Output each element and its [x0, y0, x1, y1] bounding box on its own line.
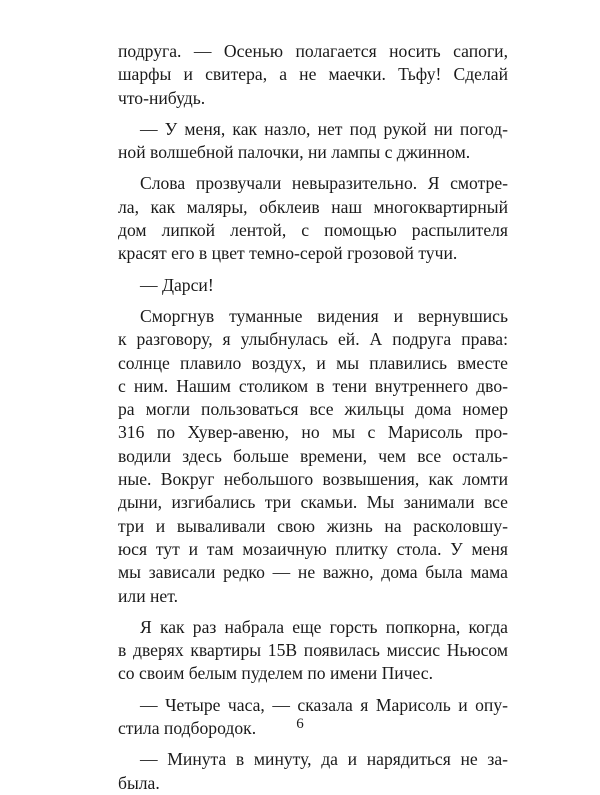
text-line: с ним. Нашим столиком в тени внутреннего дво- [118, 375, 508, 396]
paragraph [118, 305, 508, 608]
paragraph-gap [118, 740, 508, 748]
paragraph [118, 40, 508, 110]
text-line: что-нибудь. [118, 87, 206, 108]
paragraph [118, 172, 508, 265]
text-line: — Дарси! [140, 274, 214, 295]
text-line: дыни, изгибались три скамьи. Мы занимали все [118, 492, 508, 513]
text-line: юся тут и там мозаичную плитку стола. У меня [118, 538, 508, 559]
paragraph-gap [118, 297, 508, 305]
text-line: — Четыре часа, — сказала я Марисоль и опу- [140, 694, 508, 715]
paragraph [118, 748, 508, 795]
text-line: со своим белым пуделем по имени Пичес. [118, 663, 434, 684]
paragraph-gap [118, 266, 508, 274]
text-line: Слова прозвучали невыразительно. Я смотре- [140, 173, 508, 194]
text-line: — У меня, как назло, нет под рукой ни погод- [140, 118, 508, 139]
text-line: красят его в цвет темно-серой грозовой тучи. [118, 243, 458, 264]
text-line: была. [118, 772, 160, 793]
text-line: — Минута в минуту, да и нарядиться не за- [140, 749, 508, 770]
paragraph-gap [118, 686, 508, 694]
text-line: дом липкой лентой, с помощью распылителя [118, 220, 508, 241]
text-line: ной волшебной палочки, ни лампы с джинном. [118, 142, 471, 163]
text-line: стила подбородок. [118, 718, 257, 739]
paragraph [118, 118, 508, 165]
text-line: ные. Вокруг небольшого возвышения, как ломти [118, 469, 508, 490]
text-line: ла, как маляры, обклеив наш многоквартирный [118, 196, 508, 217]
text-line: Я как раз набрала еще горсть попкорна, когда [140, 616, 508, 637]
text-line: ра могли пользоваться все жильцы дома номер [118, 399, 508, 420]
text-line: Сморгнув туманные видения и вернувшись [140, 305, 508, 326]
text-line: 316 по Хувер-авеню, но мы с Марисоль про- [118, 422, 508, 443]
text-line: солнце плавило воздух, и мы плавились вместе [118, 352, 508, 373]
page-number: 6 [296, 716, 304, 732]
book-page [118, 40, 508, 795]
paragraph [118, 274, 508, 297]
text-line: или нет. [118, 585, 178, 606]
paragraph-gap [118, 164, 508, 172]
paragraph-gap [118, 110, 508, 118]
text-line: мы зависали редко — не важно, дома была мама [118, 562, 508, 583]
text-line: в дверях квартиры 15B появилась миссис Ньюсом [118, 640, 508, 661]
paragraph [118, 616, 508, 686]
text-line: водили здесь больше времени, чем все осталь- [118, 445, 508, 466]
paragraph-gap [118, 608, 508, 616]
text-line: шарфы и свитера, а не маечки. Тьфу! Сделай [118, 64, 508, 85]
text-line: к разговору, я улыбнулась ей. А подруга права: [118, 329, 508, 350]
text-line: подруга. — Осенью полагается носить сапоги, [118, 41, 508, 61]
text-line: три и вываливали свою жизнь на расколовшу- [118, 515, 508, 536]
